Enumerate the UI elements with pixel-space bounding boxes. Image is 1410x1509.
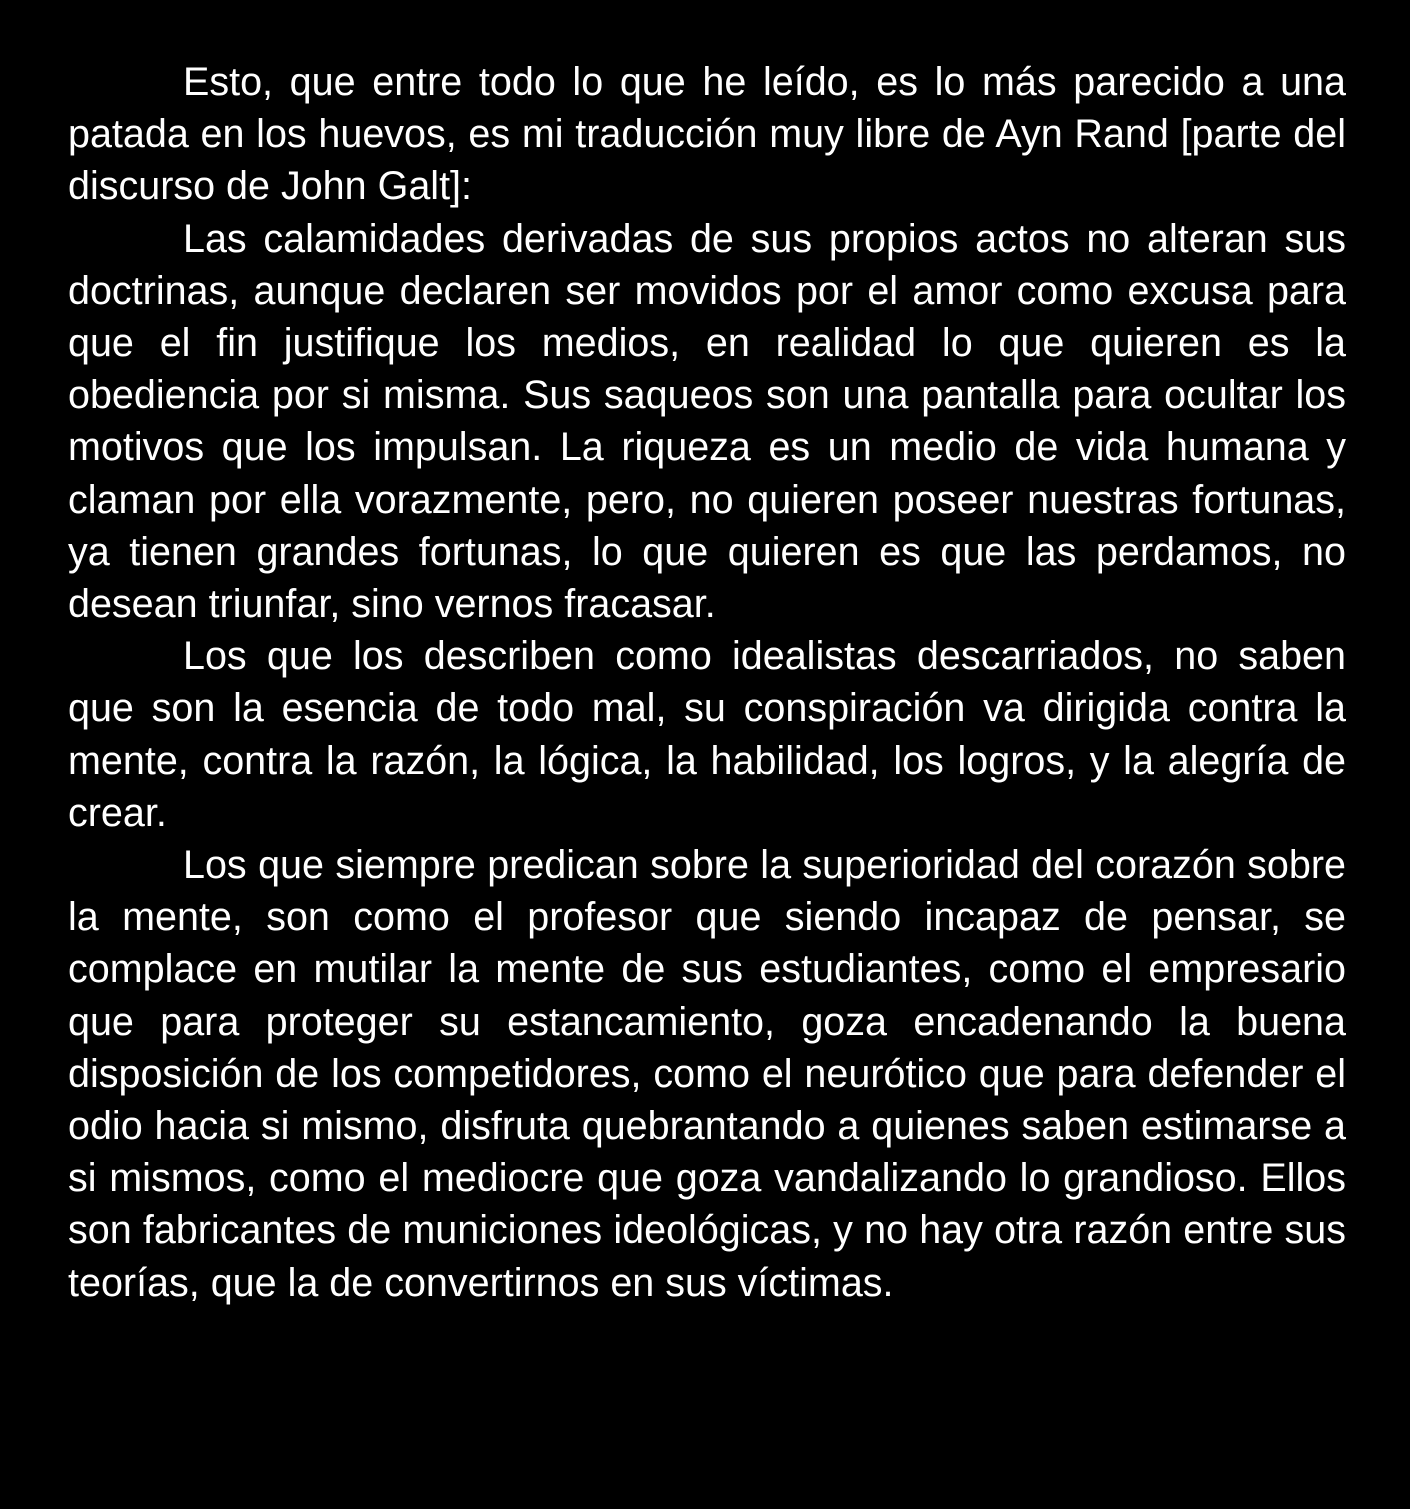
paragraph-intro: Esto, que entre todo lo que he leído, es lo más parecido a una patada en los huevos, es mi traducción muy libre de Ayn Rand [parte del discurso de John Galt]: [68, 60, 1346, 209]
paragraph-idealistas: Los que los describen como idealistas descarriados, no saben que son la esencia de todo mal, su conspiración va dirigida contra la mente, contra la razón, la lógica, la habilidad, los logros, y la alegría de crear. [68, 634, 1346, 835]
paragraph-calamidades: Las calamidades derivadas de sus propios actos no alteran sus doctrinas, aunque declaren ser movidos por el amor como excusa para que el fin justifique los medios, en realidad lo que quieren es la obediencia por si misma. Sus saqueos son una pantalla para ocultar los motivos que los impulsan. La riqueza es un medio de vida humana y claman por ella vorazmente, pero, no quieren poseer nuestras fortunas, ya tienen grandes fortunas, lo que quieren es que las perdamos, no desean triunfar, sino vernos fracasar. [68, 216, 1346, 627]
paragraph-superioridad: Los que siempre predican sobre la superioridad del corazón sobre la mente, son como el profesor que siendo incapaz de pensar, se complace en mutilar la mente de sus estudiantes, como el empresario que para proteger su estancamiento, goza encadenando la buena disposición de los competidores, como el neurótico que para defender el odio hacia si mismo, disfruta quebrantando a quienes saben estimarse a si mismos, como el mediocre que goza vandalizando lo grandioso. Ellos son fabricantes de municiones ideológicas, y no hay otra razón entre sus teorías, que la de convertirnos en sus víctimas. [68, 843, 1346, 1305]
